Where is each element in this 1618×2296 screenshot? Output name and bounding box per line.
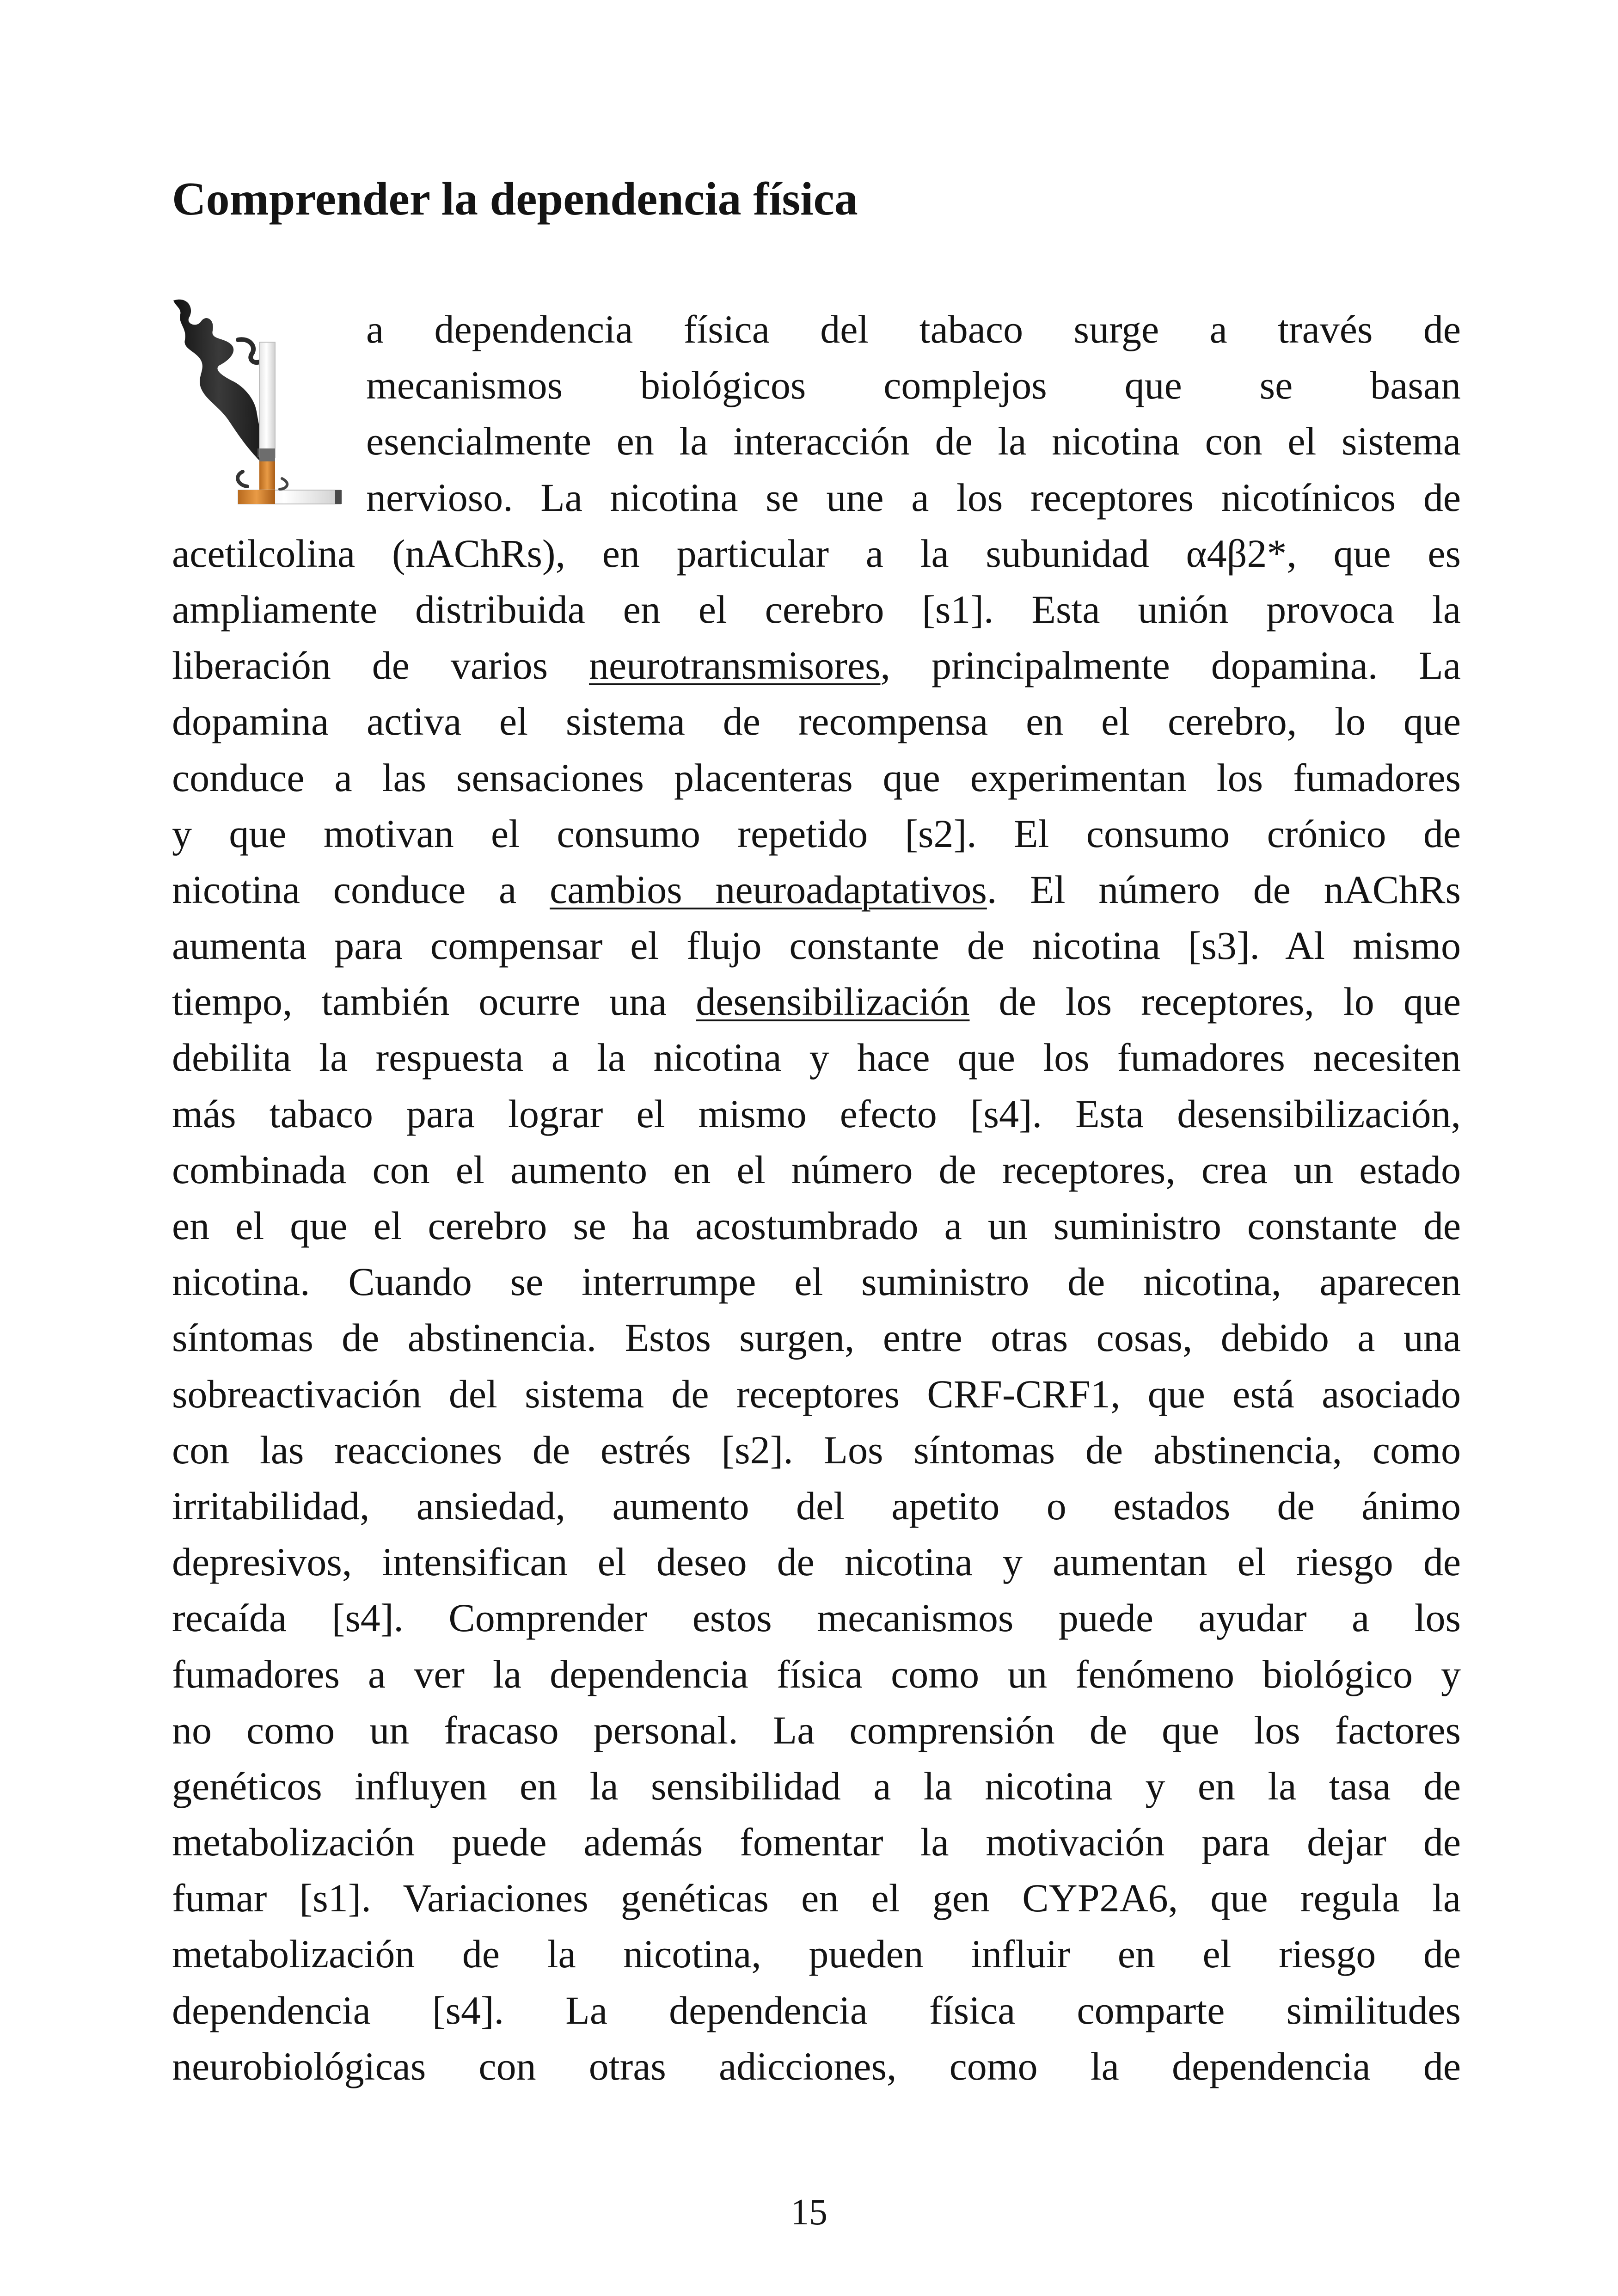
text-run: sobreactivación del sistema de receptores CRF-CRF1, que está asociado xyxy=(172,1371,1461,1416)
text-line xyxy=(172,1086,1461,1142)
text-run: genéticos influyen en la sensibilidad a la nicotina y en la tasa de xyxy=(172,1763,1461,1808)
text-run: nicotina. Cuando se interrumpe el suministro de nicotina, aparecen xyxy=(172,1259,1461,1304)
text-run: síntomas de abstinencia. Estos surgen, entre otras cosas, debido a una xyxy=(172,1315,1461,1360)
text-run: recaída [s4]. Comprender estos mecanismos puede ayudar a los xyxy=(172,1596,1461,1640)
text-line xyxy=(172,1422,1461,1478)
text-line xyxy=(366,470,1461,526)
text-line xyxy=(172,1366,1461,1422)
text-run: tiempo, también ocurre una xyxy=(172,979,696,1024)
text-run: metabolización de la nicotina, pueden influir en el riesgo de xyxy=(172,1932,1461,1977)
text-run: depresivos, intensifican el deseo de nicotina y aumentan el riesgo de xyxy=(172,1540,1461,1584)
text-line xyxy=(172,974,1461,1030)
text-line xyxy=(172,1758,1461,1814)
text-line xyxy=(172,1198,1461,1254)
text-line xyxy=(366,413,1461,469)
text-run: liberación de varios xyxy=(172,643,589,688)
text-line xyxy=(172,862,1461,918)
text-run: con las reacciones de estrés [s2]. Los síntomas de abstinencia, como xyxy=(172,1427,1461,1472)
text-line xyxy=(172,1030,1461,1086)
text-line xyxy=(172,1478,1461,1534)
text-line xyxy=(172,1646,1461,1702)
text-line xyxy=(172,1534,1461,1590)
text-run: nervioso. La nicotina se une a los receptores nicotínicos de xyxy=(366,475,1461,520)
text-run: no como un fracaso personal. La comprensión de que los factores xyxy=(172,1707,1461,1752)
text-run: en el que el cerebro se ha acostumbrado a un suministro constante de xyxy=(172,1203,1461,1248)
text-run: y que motivan el consumo repetido [s2]. El consumo crónico de xyxy=(172,811,1461,856)
text-run: más tabaco para lograr el mismo efecto [s4]. Esta desensibilización, xyxy=(172,1091,1461,1136)
text-run: nicotina conduce a xyxy=(172,867,550,912)
text-run: de los receptores, lo que xyxy=(969,979,1461,1024)
page-number: 15 xyxy=(791,2192,827,2233)
text-line xyxy=(172,638,1461,694)
text-line xyxy=(172,1702,1461,1758)
text-run: mecanismos biológicos complejos que se basan xyxy=(366,363,1461,408)
text-run: fumar [s1]. Variaciones genéticas en el gen CYP2A6, que regula la xyxy=(172,1876,1461,1921)
text-run: conduce a las sensaciones placenteras que experimentan los fumadores xyxy=(172,755,1461,800)
text-line xyxy=(172,694,1461,749)
text-line xyxy=(172,526,1461,582)
text-line xyxy=(172,918,1461,974)
text-line xyxy=(172,1926,1461,1982)
text-run: dopamina activa el sistema de recompensa en el cerebro, lo que xyxy=(172,699,1461,744)
text-line xyxy=(172,806,1461,862)
text-run: dependencia [s4]. La dependencia física comparte similitudes xyxy=(172,1988,1461,2032)
body-paragraph xyxy=(172,301,1461,2094)
text-run: combinada con el aumento en el número de receptores, crea un estado xyxy=(172,1147,1461,1192)
text-run: aumenta para compensar el flujo constante de nicotina [s3]. Al mismo xyxy=(172,923,1461,968)
text-line xyxy=(366,301,1461,357)
underlined-term: cambios neuroadaptativos xyxy=(550,867,987,912)
text-line xyxy=(172,1814,1461,1870)
text-line xyxy=(172,1254,1461,1310)
text-line xyxy=(172,1983,1461,2038)
underlined-term: neurotransmisores xyxy=(589,643,881,688)
text-run: acetilcolina (nAChRs), en particular a la subunidad α4β2*, que es xyxy=(172,531,1461,576)
text-run: esencialmente en la interacción de la nicotina con el sistema xyxy=(366,419,1461,464)
text-line xyxy=(172,1142,1461,1198)
text-run: a dependencia física del tabaco surge a través de xyxy=(366,307,1461,351)
text-run: irritabilidad, ansiedad, aumento del apetito o estados de ánimo xyxy=(172,1483,1461,1528)
text-line xyxy=(172,1310,1461,1366)
text-run: ampliamente distribuida en el cerebro [s1]. Esta unión provoca la xyxy=(172,587,1461,632)
text-run: debilita la respuesta a la nicotina y hace que los fumadores necesiten xyxy=(172,1035,1461,1080)
text-line xyxy=(172,750,1461,806)
text-line xyxy=(172,1870,1461,1926)
text-run: , principalmente dopamina. La xyxy=(880,643,1461,688)
text-run: . El número de nAChRs xyxy=(987,867,1461,912)
text-run: neurobiológicas con otras adicciones, como la dependencia de xyxy=(172,2044,1461,2088)
text-run: fumadores a ver la dependencia física como un fenómeno biológico y xyxy=(172,1651,1461,1696)
text-line xyxy=(172,582,1461,638)
text-run: metabolización puede además fomentar la motivación para dejar de xyxy=(172,1820,1461,1865)
text-line xyxy=(172,1590,1461,1646)
text-line xyxy=(366,357,1461,413)
underlined-term: desensibilización xyxy=(696,979,970,1024)
page-title: Comprender la dependencia física xyxy=(172,173,858,225)
text-line xyxy=(172,2038,1461,2094)
